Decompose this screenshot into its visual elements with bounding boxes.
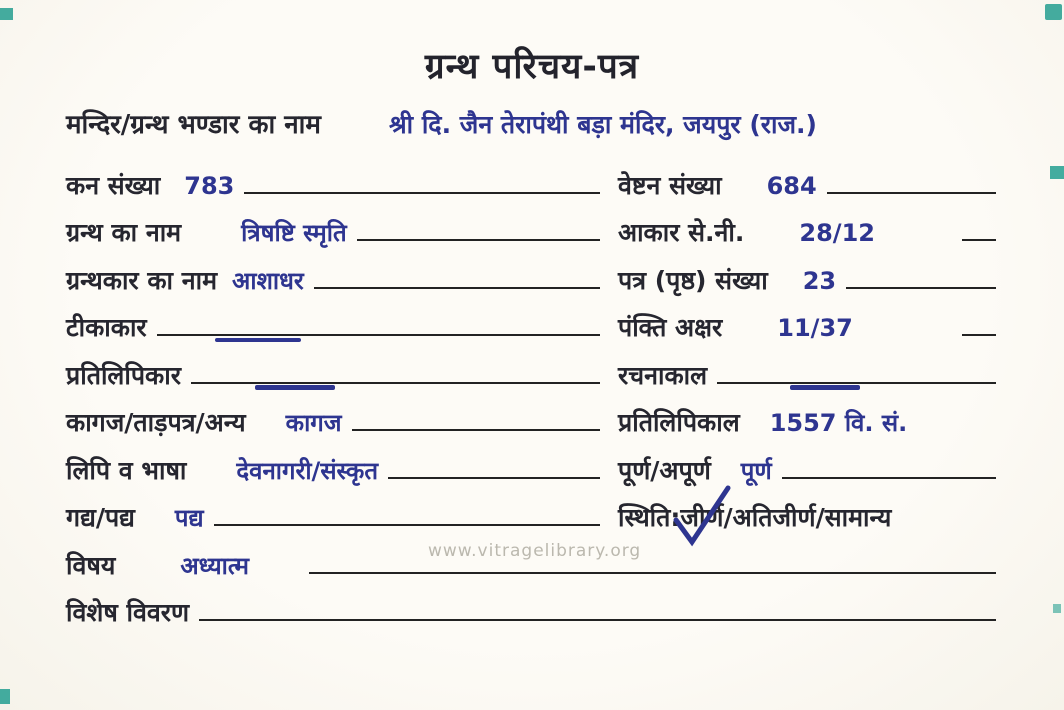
bundle-no-value: 684 xyxy=(766,171,817,200)
granth-name-value: त्रिषष्टि स्मृति xyxy=(241,219,347,247)
rule-line xyxy=(244,192,600,194)
rule-line xyxy=(199,619,996,621)
completeness-value: पूर्ण xyxy=(740,456,772,485)
copyist-label: प्रतिलिपिकार xyxy=(66,360,181,390)
rule-line xyxy=(827,192,996,194)
row-copyist-composition xyxy=(66,348,1000,396)
handwritten-dash-mark xyxy=(790,385,860,390)
rule-line xyxy=(388,477,600,479)
granth-name-label: ग्रन्थ का नाम xyxy=(66,218,182,247)
script-language-value: देवनागरी/संस्कृत xyxy=(236,456,378,485)
lines-chars-value: 11/37 xyxy=(777,314,853,342)
size-cm-label: आकार से.नी. xyxy=(618,218,745,247)
rule-line xyxy=(191,382,600,384)
row-special-details xyxy=(66,586,1000,634)
composition-date-label: रचनाकाल xyxy=(618,360,708,390)
pages-label: पत्र (पृष्ठ) संख्या xyxy=(618,265,768,295)
rule-line xyxy=(962,334,996,336)
prose-verse-value: पद्य xyxy=(174,504,204,532)
serial-no-label: कन संख्या xyxy=(66,170,161,200)
material-value: कागज xyxy=(285,409,342,437)
rule-line xyxy=(157,334,600,336)
scan-artifact xyxy=(1053,604,1061,613)
rule-line xyxy=(782,477,996,479)
row-name-size xyxy=(66,206,1000,254)
handwritten-dash-mark xyxy=(215,338,301,343)
serial-no-value: 783 xyxy=(184,171,235,200)
row-commentator-lines xyxy=(66,301,1000,349)
temple-name-value: श्री दि. जैन तेरापंथी बड़ा मंदिर, जयपुर (राज.) xyxy=(388,110,817,139)
special-details-label: विशेष विवरण xyxy=(66,598,190,627)
temple-name-row xyxy=(0,89,1064,145)
row-prose-condition xyxy=(66,491,1000,539)
prose-verse-label: गद्य/पद्य xyxy=(66,503,135,532)
temple-name-label: मन्दिर/ग्रन्थ भण्डार का नाम xyxy=(66,110,321,140)
row-serial-bundle xyxy=(66,158,1000,206)
row-author-pages xyxy=(66,253,1000,301)
subject-value: अध्यात्म xyxy=(180,551,249,580)
copy-date-value: 1557 वि. सं. xyxy=(769,409,908,437)
rule-line xyxy=(214,524,600,526)
rule-line xyxy=(846,287,996,289)
condition-label-rest: /अतिजीर्ण/सामान्य xyxy=(723,503,892,532)
pages-value: 23 xyxy=(802,266,837,295)
rule-line xyxy=(357,239,600,241)
author-label: ग्रन्थकार का नाम xyxy=(66,265,218,295)
handwritten-dash-mark xyxy=(255,385,335,390)
rule-line xyxy=(717,382,996,384)
completeness-label: पूर्ण/अपूर्ण xyxy=(618,455,711,485)
row-script-completeness xyxy=(66,443,1000,491)
watermark: www.vitragelibrary.org xyxy=(428,541,642,561)
scan-artifact xyxy=(0,8,13,20)
rule-line xyxy=(309,572,996,574)
page-title: ग्रन्थ परिचय-पत्र xyxy=(424,47,640,87)
fields-grid xyxy=(0,158,1064,633)
bundle-no-label: वेष्टन संख्या xyxy=(618,170,722,200)
scan-artifact xyxy=(1045,4,1062,20)
scan-artifact xyxy=(0,689,10,704)
rule-line xyxy=(314,287,600,289)
author-value: आशाधर xyxy=(232,266,304,295)
script-language-label: लिपि व भाषा xyxy=(66,455,187,485)
condition-label-prefix: स्थिति: xyxy=(618,503,681,532)
rule-line xyxy=(352,429,600,431)
lines-chars-label: पंक्ति अक्षर xyxy=(618,313,723,342)
size-cm-value: 28/12 xyxy=(799,219,875,247)
row-material-copydate xyxy=(66,396,1000,444)
rule-line xyxy=(962,239,996,241)
material-label: कागज/ताड़पत्र/अन्य xyxy=(66,408,246,437)
copy-date-label: प्रतिलिपिकाल xyxy=(618,408,740,437)
condition-checked-option xyxy=(680,498,723,538)
subject-label: विषय xyxy=(66,550,116,580)
scan-artifact xyxy=(1050,166,1064,179)
commentator-label: टीकाकार xyxy=(66,313,147,342)
condition-checked-option-text: जीर्ण xyxy=(680,503,724,532)
